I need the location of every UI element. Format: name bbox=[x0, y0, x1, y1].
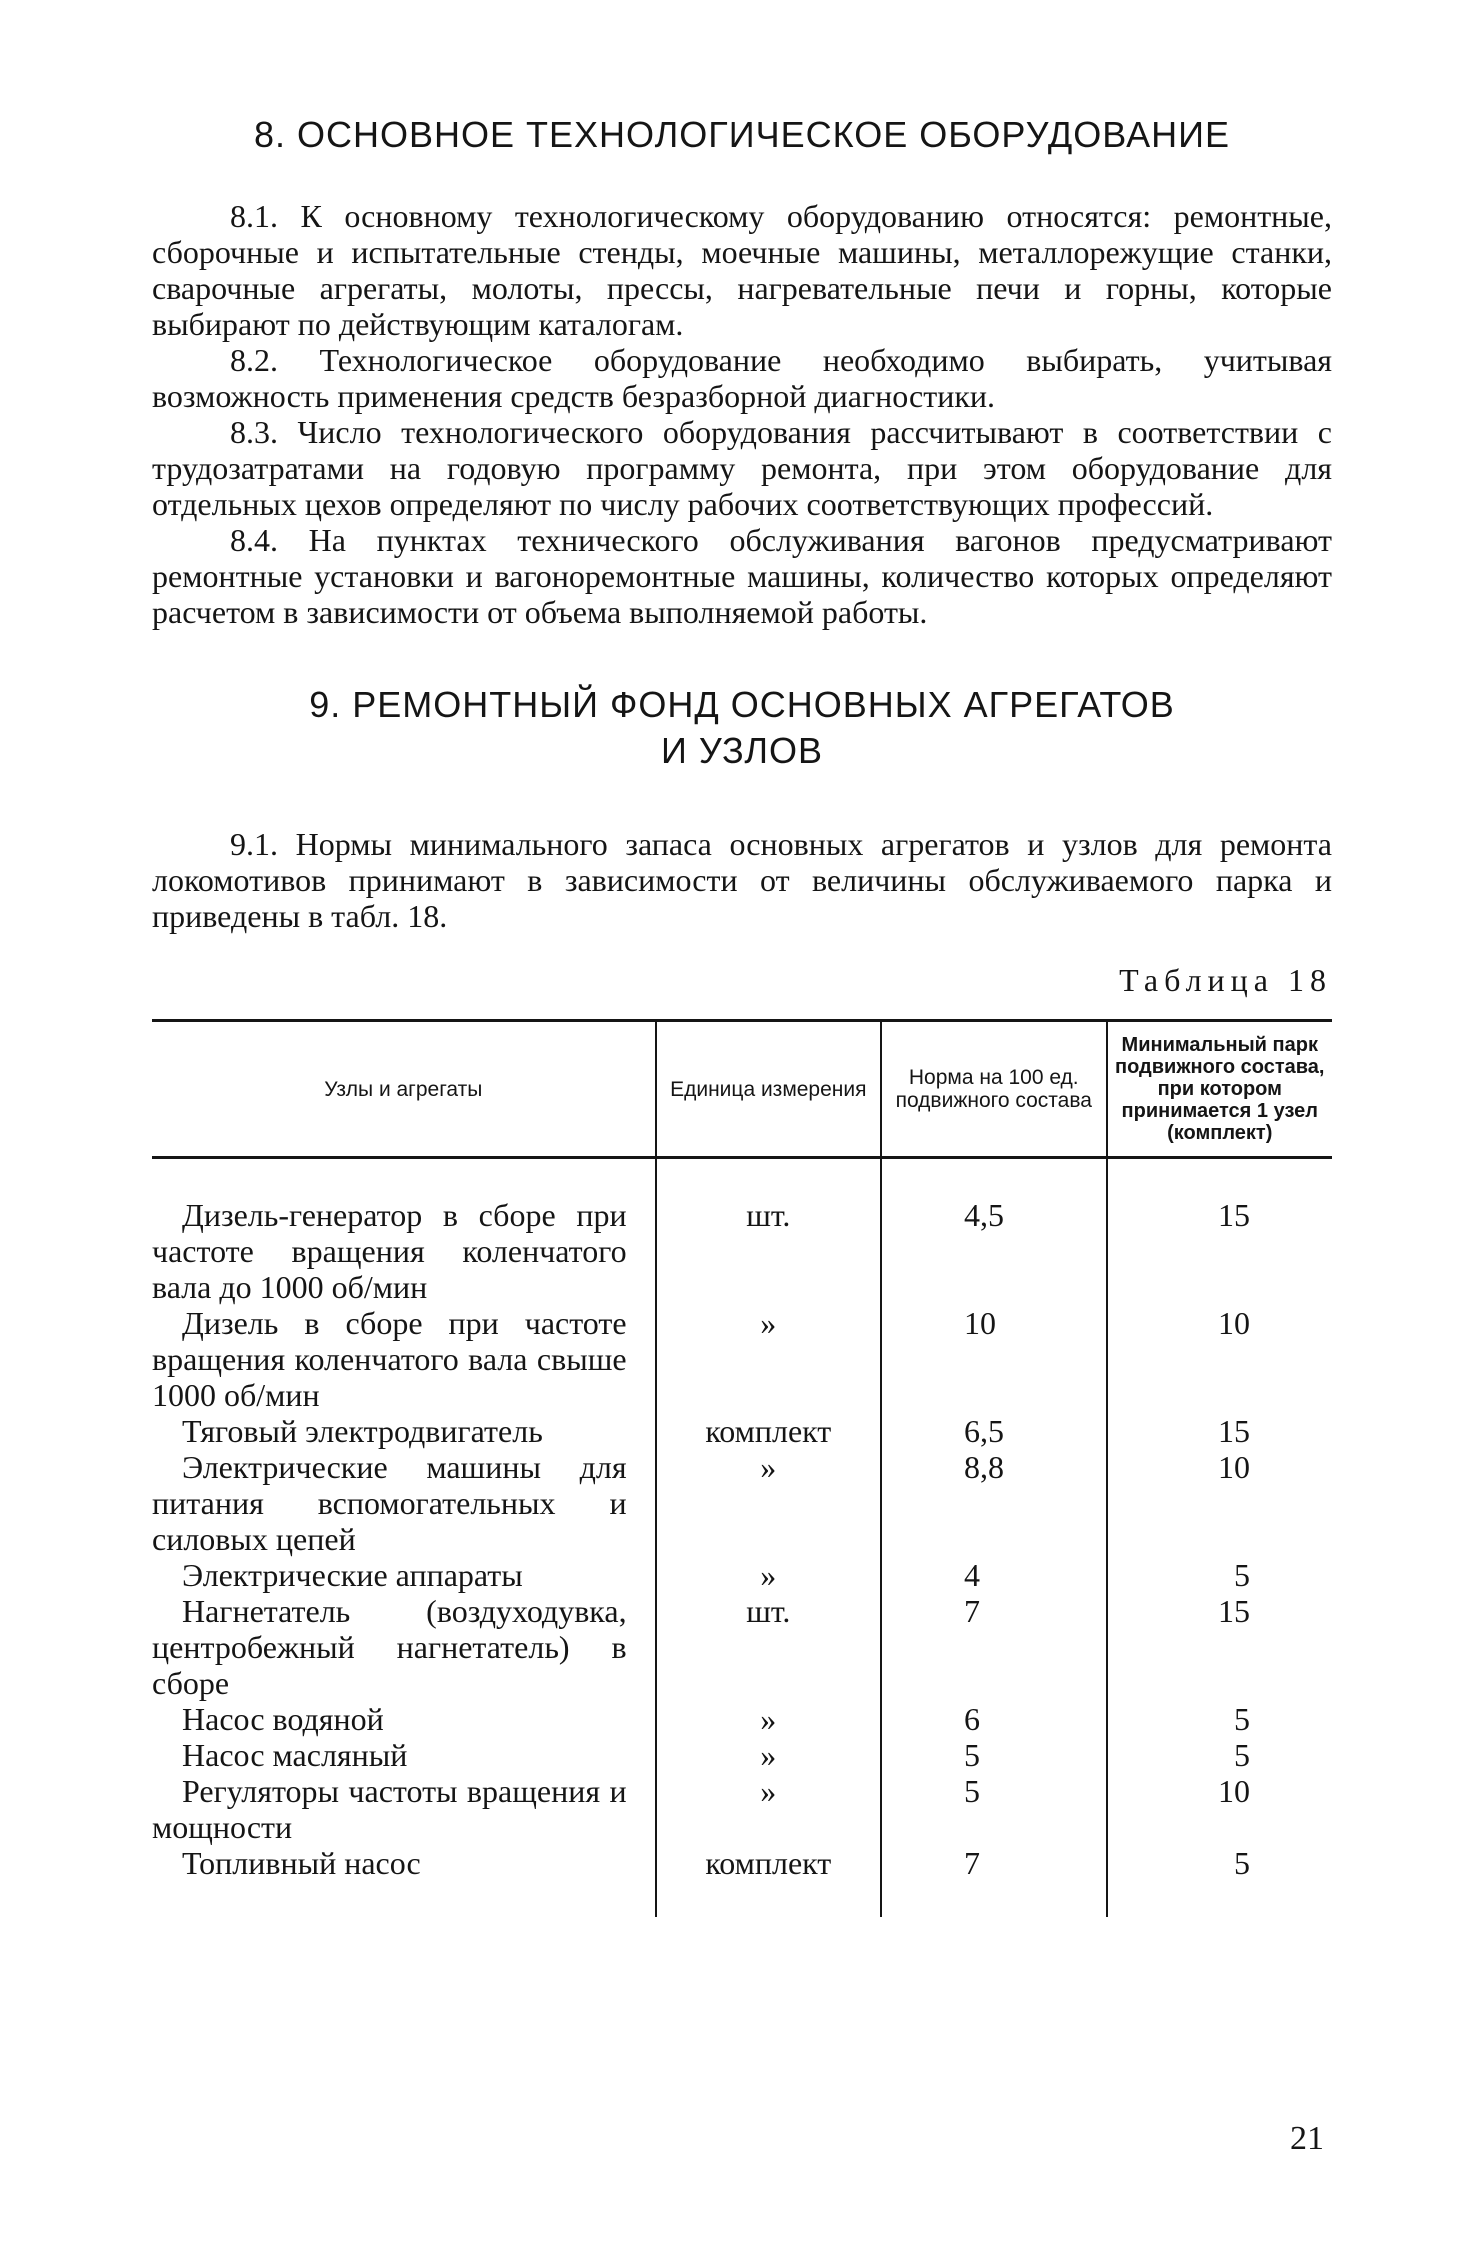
table-row bbox=[152, 1413, 1332, 1449]
section-9-title bbox=[152, 682, 1332, 774]
row-name-text: Электрические аппараты bbox=[182, 1557, 523, 1593]
row-unit: » bbox=[656, 1305, 881, 1413]
row-norm: 7 bbox=[881, 1593, 1106, 1701]
row-norm: 5 bbox=[881, 1737, 1106, 1773]
row-name bbox=[152, 1845, 656, 1917]
row-name-text: Дизель-генератор в сборе при частоте вращения коленчатого вала до 1000 об/мин bbox=[152, 1197, 627, 1305]
paragraph-8-3: 8.3. Число технологического оборудования рассчитывают в соответствии с трудозатратами на годовую программу ремонта, при этом оборудование для отдельных цехов определяют по числу рабочих соответствующих профессий. bbox=[152, 414, 1332, 522]
table-row bbox=[152, 1737, 1332, 1773]
row-unit: шт. bbox=[656, 1158, 881, 1306]
row-min-park: 5 bbox=[1107, 1557, 1333, 1593]
header-norm: Норма на 100 ед. подвижного состава bbox=[881, 1021, 1106, 1158]
row-norm: 6,5 bbox=[881, 1413, 1106, 1449]
table-caption: Таблица 18 bbox=[1119, 962, 1332, 998]
table-row bbox=[152, 1593, 1332, 1701]
row-unit: комплект bbox=[656, 1845, 881, 1917]
row-unit: » bbox=[656, 1449, 881, 1557]
row-unit: шт. bbox=[656, 1593, 881, 1701]
row-norm: 10 bbox=[881, 1305, 1106, 1413]
table-header-row bbox=[152, 1021, 1332, 1158]
row-unit: » bbox=[656, 1773, 881, 1845]
row-norm: 5 bbox=[881, 1773, 1106, 1845]
row-name-text: Дизель в сборе при частоте вращения коленчатого вала свыше 1000 об/мин bbox=[152, 1305, 627, 1413]
paragraph-8-2: 8.2. Технологическое оборудование необходимо выбирать, учитывая возможность применения средств безразборной диагностики. bbox=[152, 342, 1332, 414]
row-name-text: Насос водяной bbox=[182, 1701, 384, 1737]
row-unit: » bbox=[656, 1701, 881, 1737]
row-name bbox=[152, 1701, 656, 1737]
row-norm: 8,8 bbox=[881, 1449, 1106, 1557]
row-name bbox=[152, 1413, 656, 1449]
row-min-park: 10 bbox=[1107, 1305, 1333, 1413]
table-row bbox=[152, 1158, 1332, 1306]
row-min-park: 15 bbox=[1107, 1158, 1333, 1306]
row-min-park: 10 bbox=[1107, 1773, 1333, 1845]
paragraph-8-1: 8.1. К основному технологическому оборудованию относятся: ремонтные, сборочные и испытательные стенды, моечные машины, металлорежущие станки, сварочные агрегаты, молоты, прессы, нагревательные печи и горны, которые выбирают по действующим каталогам. bbox=[152, 198, 1332, 342]
row-name-text: Топливный насос bbox=[182, 1845, 421, 1881]
row-unit: комплект bbox=[656, 1413, 881, 1449]
row-name bbox=[152, 1593, 656, 1701]
row-min-park: 15 bbox=[1107, 1413, 1333, 1449]
row-name-text: Нагнетатель (воздуходувка, центробежный нагнетатель) в сборе bbox=[152, 1593, 627, 1701]
section-9-title-line1: 9. РЕМОНТНЫЙ ФОНД ОСНОВНЫХ АГРЕГАТОВ bbox=[309, 684, 1175, 725]
paragraph-9-1: 9.1. Нормы минимального запаса основных агрегатов и узлов для ремонта локомотивов принимают в зависимости от величины обслуживаемого парка и приведены в табл. 18. bbox=[152, 826, 1332, 934]
row-min-park: 10 bbox=[1107, 1449, 1333, 1557]
header-name: Узлы и агрегаты bbox=[152, 1021, 656, 1158]
row-norm: 4,5 bbox=[881, 1158, 1106, 1306]
paragraph-8-4: 8.4. На пунктах технического обслуживания вагонов предусматривают ремонтные установки и вагоноремонтные машины, количество которых определяют расчетом в зависимости от объема выполняемой работы. bbox=[152, 522, 1332, 630]
page-number: 21 bbox=[1290, 2120, 1324, 2157]
row-name bbox=[152, 1158, 656, 1306]
row-name bbox=[152, 1773, 656, 1845]
table-row bbox=[152, 1305, 1332, 1413]
row-min-park: 5 bbox=[1107, 1845, 1333, 1917]
row-norm: 6 bbox=[881, 1701, 1106, 1737]
table-row bbox=[152, 1773, 1332, 1845]
row-name bbox=[152, 1305, 656, 1413]
table-row bbox=[152, 1701, 1332, 1737]
row-name-text: Тяговый электродвигатель bbox=[182, 1413, 543, 1449]
row-name bbox=[152, 1557, 656, 1593]
header-unit: Единица измерения bbox=[656, 1021, 881, 1158]
row-unit: » bbox=[656, 1737, 881, 1773]
document-page bbox=[152, 112, 1332, 1917]
table-18 bbox=[152, 1019, 1332, 1917]
section-8-title: 8. ОСНОВНОЕ ТЕХНОЛОГИЧЕСКОЕ ОБОРУДОВАНИЕ bbox=[253, 114, 1231, 155]
table-row bbox=[152, 1449, 1332, 1557]
row-norm: 7 bbox=[881, 1845, 1106, 1917]
row-min-park: 5 bbox=[1107, 1737, 1333, 1773]
row-unit: » bbox=[656, 1557, 881, 1593]
table-row bbox=[152, 1557, 1332, 1593]
row-min-park: 15 bbox=[1107, 1593, 1333, 1701]
row-name-text: Регуляторы частоты вращения и мощности bbox=[152, 1773, 627, 1845]
table-body bbox=[152, 1158, 1332, 1918]
row-name bbox=[152, 1737, 656, 1773]
row-min-park: 5 bbox=[1107, 1701, 1333, 1737]
row-name bbox=[152, 1449, 656, 1557]
row-name-text: Электрические машины для питания вспомогательных и силовых цепей bbox=[152, 1449, 627, 1557]
table-row bbox=[152, 1845, 1332, 1917]
row-name-text: Насос масляный bbox=[182, 1737, 408, 1773]
row-norm: 4 bbox=[881, 1557, 1106, 1593]
header-min-park: Минимальный парк подвижного состава, при котором принимается 1 узел (комплект) bbox=[1107, 1021, 1333, 1158]
section-9-title-line2: И УЗЛОВ bbox=[661, 730, 823, 771]
